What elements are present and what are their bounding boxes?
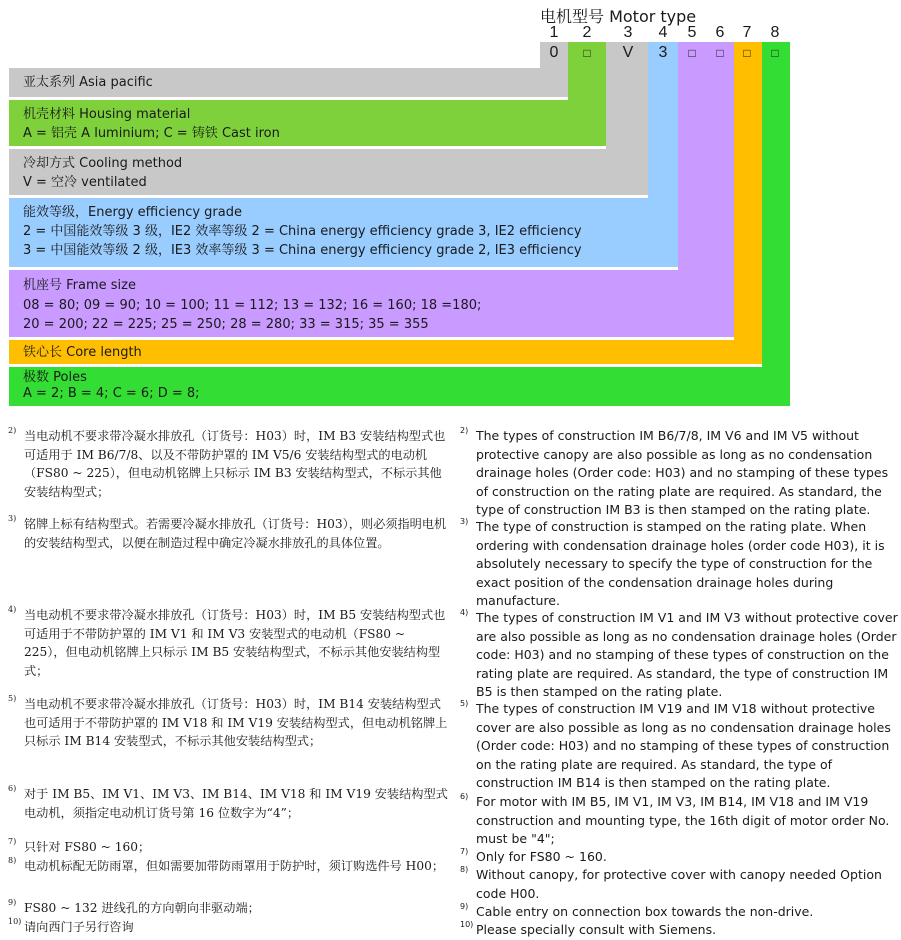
footnote-en bbox=[460, 902, 901, 922]
band-line: 机壳材料 Housing material bbox=[23, 107, 191, 122]
footnote-text: Only for FS80 ~ 160. bbox=[476, 849, 607, 864]
band-frame-size bbox=[9, 270, 734, 337]
code-cell: □ bbox=[743, 46, 751, 60]
footnote-cn bbox=[8, 837, 448, 857]
band-line: 极数 Poles bbox=[23, 370, 87, 385]
band-series bbox=[9, 68, 568, 97]
band-line: A = 2; B = 4; C = 6; D = 8; bbox=[23, 386, 200, 401]
band-line: 机座号 Frame size bbox=[23, 278, 136, 293]
footnote-cn bbox=[8, 605, 448, 680]
band-line: 亚太系列 Asia pacific bbox=[23, 75, 153, 90]
position-number: 4 bbox=[658, 24, 668, 41]
footnote-cn bbox=[8, 898, 448, 918]
footnote-marker: 3) bbox=[460, 517, 469, 526]
footnote-text: The types of construction IM V1 and IM V3 without protective cover are also possible as long as no condensation drainage holes (Order code: H03) and no stamping of these types of construction on the rating plate are required. As standard, the type of construction IM B5 is then stamped on the rating plate. bbox=[476, 610, 898, 700]
position-number: 3 bbox=[623, 24, 633, 41]
code-cell: V bbox=[622, 44, 634, 61]
footnote-text: FS80 ~ 132 进线孔的方向朝向非驱动端； bbox=[24, 901, 260, 915]
band-energy-efficiency bbox=[9, 198, 678, 267]
position-number: 6 bbox=[715, 24, 725, 41]
band-line: A = 铝壳 A luminium; C = 铸铁 Cast iron bbox=[23, 126, 280, 141]
footnote-text: For motor with IM B5, IM V1, IM V3, IM B14, IM V18 and IM V19 construction and mounting type, the 16th digit of motor order No. must be "4"; bbox=[476, 794, 890, 847]
footnote-text: 当电动机不要求带冷凝水排放孔（订货号：H03）时，IM B14 安装结构型式也可适用于不带防护罩的 IM V18 和 IM V19 安装结构型式，但电动机铭牌上只标示 IM B14 安装型式，不标示其他安装结构型式； bbox=[24, 697, 448, 749]
band-line: 能效等级，Energy efficiency grade bbox=[23, 205, 242, 220]
footnote-en bbox=[460, 865, 901, 903]
footnote-text: Without canopy, for protective cover with canopy needed Option code H00. bbox=[476, 867, 882, 901]
footnote-text: 请向西门子另行咨询 bbox=[24, 920, 134, 934]
position-number: 8 bbox=[770, 24, 780, 41]
band-line: 铁心长 Core length bbox=[23, 345, 142, 360]
code-cell: 0 bbox=[549, 44, 559, 61]
footnote-cn bbox=[8, 694, 448, 751]
band-line: V = 空冷 ventilated bbox=[23, 175, 147, 190]
footnote-marker: 6) bbox=[8, 784, 17, 793]
footnote-cn bbox=[8, 514, 448, 552]
position-number: 5 bbox=[687, 24, 697, 41]
band-cooling-method bbox=[9, 149, 648, 195]
column-7-bar bbox=[734, 42, 762, 364]
footnote-marker: 3) bbox=[8, 514, 17, 523]
band-line: 2 = 中国能效等级 3 级，IE2 效率等级 2 = China energy efficiency grade 3, IE2 efficiency bbox=[23, 224, 582, 239]
footnote-marker: 4) bbox=[8, 605, 17, 614]
band-housing-material bbox=[9, 100, 606, 146]
footnote-text: Cable entry on connection box towards the non-drive. bbox=[476, 904, 814, 919]
footnote-marker: 8) bbox=[8, 856, 17, 865]
footnote-text: 只针对 FS80 ~ 160； bbox=[24, 840, 151, 854]
footnote-marker: 8) bbox=[460, 865, 469, 874]
footnote-en bbox=[460, 517, 901, 611]
footnote-en bbox=[460, 426, 901, 520]
band-line: 冷却方式 Cooling method bbox=[23, 156, 183, 171]
footnote-marker: 10) bbox=[460, 920, 474, 929]
footnote-marker: 6) bbox=[460, 792, 469, 801]
footnote-cn bbox=[8, 426, 448, 501]
footnote-cn bbox=[8, 917, 448, 937]
band-line: 3 = 中国能效等级 2 级，IE3 效率等级 3 = China energy efficiency grade 2, IE3 efficiency bbox=[23, 243, 582, 258]
code-cell: □ bbox=[771, 46, 779, 60]
footnote-en bbox=[460, 608, 901, 702]
footnote-text: 当电动机不要求带冷凝水排放孔（订货号：H03）时，IM B3 安装结构型式也可适用于 IM B6/7/8、以及不带防护罩的 IM V5/6 安装结构型式的电动机（FS80 ~ 225），但电动机铭牌上只标示 IM B3 安装结构型式，不标示其他安装结构型式； bbox=[24, 429, 446, 499]
footnote-cn bbox=[8, 856, 448, 876]
footnote-marker: 5) bbox=[8, 694, 17, 703]
position-number: 2 bbox=[582, 24, 592, 41]
motor-type-title: 电机型号 Motor type bbox=[540, 7, 697, 26]
footnote-text: 对于 IM B5、IM V1、IM V3、IM B14、IM V18 和 IM V19 安装结构型式电动机，须指定电动机订货号第 16 位数字为“4”； bbox=[24, 787, 448, 820]
position-number: 7 bbox=[742, 24, 752, 41]
footnote-marker: 10) bbox=[8, 917, 22, 926]
footnote-marker: 2) bbox=[460, 426, 469, 435]
band-core-length bbox=[9, 340, 762, 364]
column-8-bar bbox=[762, 42, 790, 406]
band-line: 08 = 80; 09 = 90; 10 = 100; 11 = 112; 13 = 132; 16 = 160; 18 =180; bbox=[23, 298, 482, 313]
code-cell: 3 bbox=[658, 44, 668, 61]
footnote-en bbox=[460, 699, 901, 793]
footnote-marker: 5) bbox=[460, 699, 469, 708]
footnote-marker: 7) bbox=[460, 847, 469, 856]
band-poles bbox=[9, 367, 790, 406]
footnote-text: The type of construction is stamped on the rating plate. When ordering with condensation drainage holes (order code H03), it is absolutely necessary to specify the type of construction for the exact position of the condensation drainage holes during manufacture. bbox=[476, 519, 885, 609]
footnote-marker: 7) bbox=[8, 837, 17, 846]
footnote-text: 铭牌上标有结构型式。若需要冷凝水排放孔（订货号：H03），则必须指明电机的安装结构型式，以便在制造过程中确定冷凝水排放孔的具体位置。 bbox=[24, 517, 447, 550]
footnote-en bbox=[460, 847, 901, 867]
code-cell: □ bbox=[583, 46, 591, 60]
footnote-text: 当电动机不要求带冷凝水排放孔（订货号：H03）时，IM B5 安装结构型式也可适用于不带防护罩的 IM V1 和 IM V3 安装型式的电动机（FS80 ~ 225），但电动机铭牌上只标示 IM B5 安装结构型式，不标示其他安装结构型式； bbox=[24, 608, 446, 678]
footnote-marker: 2) bbox=[8, 426, 17, 435]
footnote-marker: 9) bbox=[460, 902, 469, 911]
footnote-cn bbox=[8, 784, 448, 822]
footnote-text: The types of construction IM B6/7/8, IM V6 and IM V5 without protective canopy are also possible as long as no condensation drainage holes (Order code: H03) and no stamping of these types of construction on the rating plate are required. As standard, the type of construction IM B3 is then stamped on the rating plate. bbox=[476, 428, 889, 518]
footnote-en bbox=[460, 792, 901, 849]
footnote-text: Please specially consult with Siemens. bbox=[476, 922, 717, 937]
footnote-text: 电动机标配无防雨罩，但如需要加带防雨罩用于防护时，须订购选件号 H00； bbox=[24, 859, 445, 873]
footnote-text: The types of construction IM V19 and IM V18 without protective cover are also possible as long as no condensation drainage holes (Order code: H03) and no stamping of these types of construction on the rating plate are required. As standard, the type of construction IM B14 is then stamped on the rating plate. bbox=[476, 701, 891, 791]
footnote-en bbox=[460, 920, 901, 940]
band-line: 20 = 200; 22 = 225; 25 = 250; 28 = 280; 33 = 315; 35 = 355 bbox=[23, 317, 429, 332]
footnote-marker: 9) bbox=[8, 898, 17, 907]
code-cell: □ bbox=[716, 46, 724, 60]
position-number: 1 bbox=[549, 24, 559, 41]
footnote-marker: 4) bbox=[460, 608, 469, 617]
code-cell: □ bbox=[688, 46, 696, 60]
